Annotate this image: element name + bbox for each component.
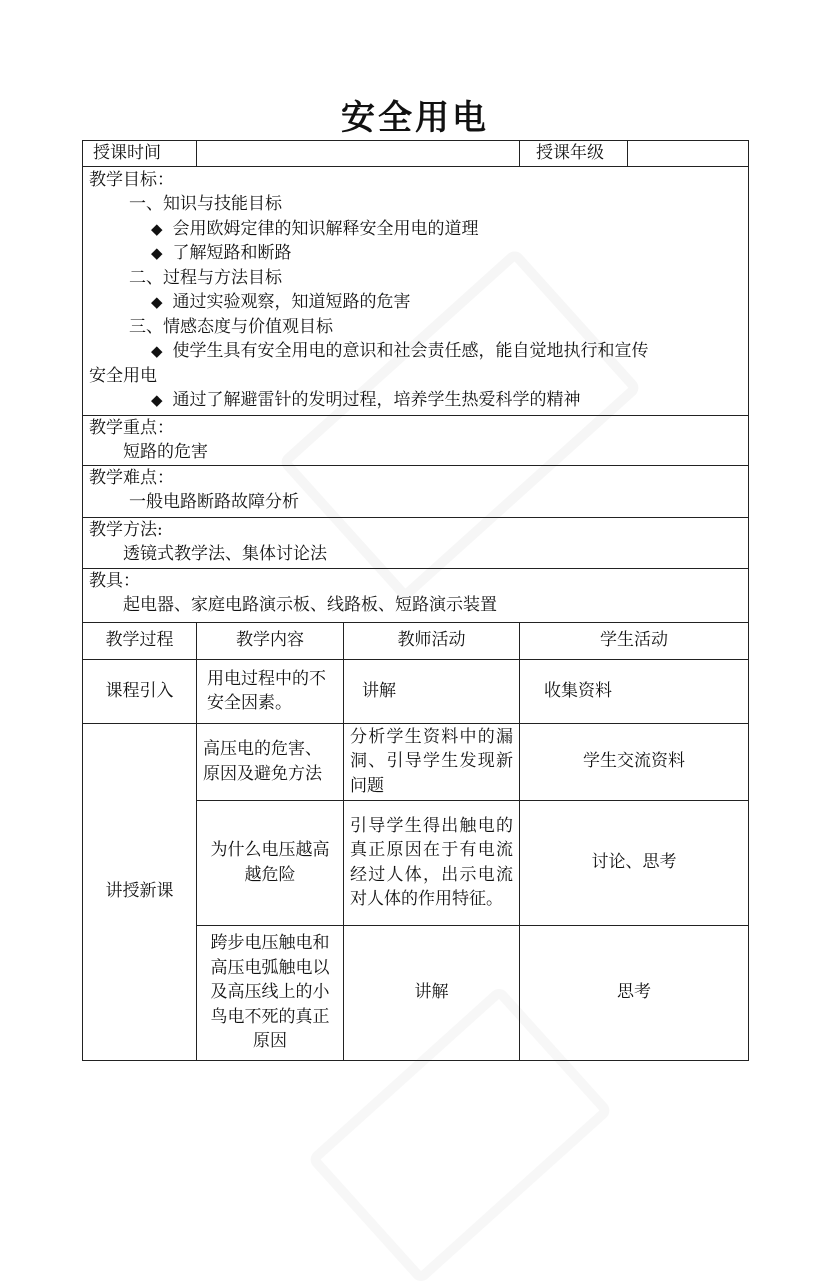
objectives-row <box>83 166 749 415</box>
emotion-item-continued: 安全用电 <box>89 365 157 386</box>
difficulty-text: 一般电路断路故障分析 <box>129 492 299 512</box>
content-cell: 跨步电压触电和高压电弧触电以及高压线上的小鸟电不死的真正原因 <box>197 925 344 1060</box>
emotion-item: ◆ 通过了解避雷针的发明过程，培养学生热爱科学的精神 <box>89 388 742 413</box>
page-title: 安全用电 <box>341 98 489 138</box>
teacher-cell: 讲解 <box>344 925 520 1060</box>
method-text: 透镜式教学法、集体讨论法 <box>123 544 327 564</box>
knowledge-item: ◆ 会用欧姆定律的知识解释安全用电的道理 <box>89 217 742 242</box>
col-header-teacher: 教师活动 <box>344 622 520 659</box>
time-value <box>197 141 520 167</box>
teacher-cell: 引导学生得出触电的真正原因在于有电流经过人体，出示电流对人体的作用特征。 <box>344 800 520 925</box>
content-cell: 高压电的危害、原因及避免方法 <box>197 723 344 800</box>
col-header-student: 学生活动 <box>520 622 749 659</box>
objectives-heading: 教学目标： <box>89 169 174 190</box>
content-cell: 用电过程中的不安全因素。 <box>197 659 344 723</box>
process-item: ◆ 通过实验观察，知道短路的危害 <box>89 290 742 315</box>
teacher-cell: 分析学生资料中的漏洞、引导学生发现新问题 <box>344 723 520 800</box>
method-heading: 教学方法: <box>89 519 163 540</box>
student-cell: 学生交流资料 <box>520 723 749 800</box>
key-point-heading: 教学重点： <box>89 417 174 438</box>
col-header-content: 教学内容 <box>197 622 344 659</box>
lesson-plan-table <box>82 140 749 1061</box>
header-row <box>83 141 749 167</box>
col-header-stage: 教学过程 <box>83 622 197 659</box>
content-cell: 为什么电压越高越危险 <box>197 800 344 925</box>
time-label: 授课时间 <box>83 141 197 167</box>
knowledge-item: ◆ 了解短路和断路 <box>89 241 742 266</box>
table-row <box>83 659 749 723</box>
process-title: 二、过程与方法目标 <box>129 267 282 288</box>
difficulty-heading: 教学难点： <box>89 467 174 488</box>
knowledge-title: 一、知识与技能目标 <box>129 194 282 214</box>
grade-value <box>628 141 749 167</box>
stage-intro: 课程引入 <box>83 659 197 723</box>
student-cell: 收集资料 <box>520 659 749 723</box>
emotion-title: 三、情感态度与价值观目标 <box>129 316 333 337</box>
emotion-item: ◆ 使学生具有安全用电的意识和社会责任感，能自觉地执行和宣传 <box>89 339 742 364</box>
student-cell: 讨论、思考 <box>520 800 749 925</box>
tools-text: 起电器、家庭电路演示板、线路板、短路演示装置 <box>123 595 497 615</box>
tools-heading: 教具： <box>89 570 140 591</box>
tools-row <box>83 568 749 622</box>
table-row <box>83 723 749 800</box>
student-cell: 思考 <box>520 925 749 1060</box>
key-point-row <box>83 415 749 465</box>
key-point-text: 短路的危害 <box>123 442 208 462</box>
method-row <box>83 517 749 568</box>
grade-label: 授课年级 <box>520 141 628 167</box>
stage-new-lesson: 讲授新课 <box>83 723 197 1060</box>
difficulty-row <box>83 465 749 517</box>
teacher-cell: 讲解 <box>344 659 520 723</box>
process-header-row <box>83 622 749 659</box>
